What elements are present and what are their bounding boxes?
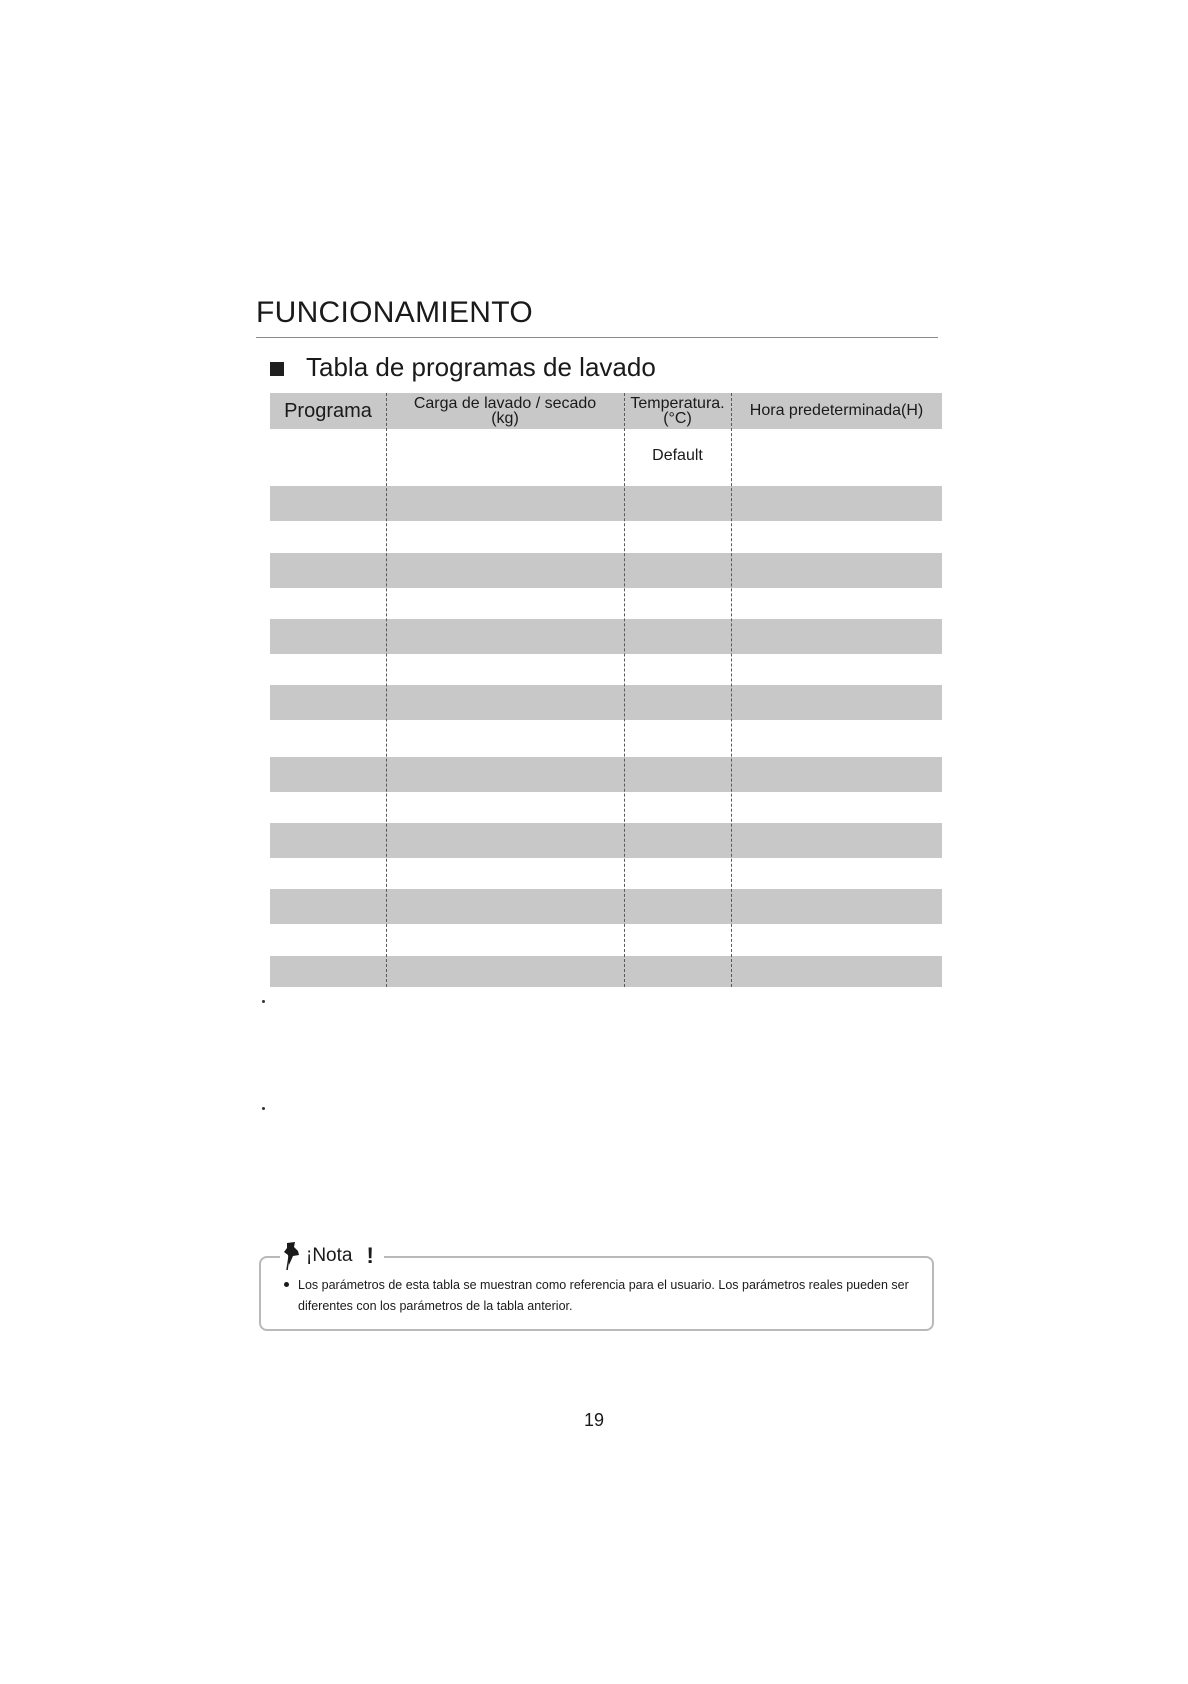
table-row	[270, 521, 942, 553]
stray-dot	[262, 1000, 265, 1003]
table-row	[270, 619, 942, 654]
header-default-time: Hora predeterminada(H)	[749, 402, 924, 419]
section-divider	[256, 337, 938, 338]
table-row	[270, 720, 942, 757]
column-divider	[386, 393, 387, 987]
table-row	[270, 685, 942, 720]
column-divider	[624, 393, 625, 987]
note-text: Los parámetros de esta tabla se muestran como referencia para el usuario. Los parámetros reales pueden ser diferentes con los parámetros de la tabla anterior.	[298, 1278, 909, 1313]
table-row	[270, 757, 942, 792]
table-row	[270, 889, 942, 924]
square-bullet-icon	[270, 362, 284, 376]
table-row	[270, 858, 942, 889]
header-load-line2: (kg)	[491, 410, 519, 427]
note-title: ¡Nota	[306, 1245, 353, 1266]
table-row	[270, 429, 942, 486]
header-temp-line1: Temperatura.	[630, 395, 725, 412]
table-row	[270, 588, 942, 619]
header-temp-line2: (°C)	[663, 410, 692, 427]
table-row	[270, 924, 942, 956]
table-row	[270, 823, 942, 858]
default-label: Default	[652, 447, 703, 464]
subheading	[270, 352, 656, 383]
table-row	[270, 486, 942, 521]
note-bullet-icon	[284, 1282, 289, 1287]
stray-dot	[262, 1107, 265, 1110]
header-load-line1: Carga de lavado / secado	[413, 395, 597, 412]
note-label	[280, 1240, 384, 1272]
header-load	[386, 393, 624, 429]
table-header	[270, 393, 942, 429]
table-row	[270, 654, 942, 685]
section-title: FUNCIONAMIENTO	[256, 296, 533, 329]
column-divider	[731, 393, 732, 987]
subheading-text: Tabla de programas de lavado	[306, 352, 656, 382]
pushpin-icon	[282, 1241, 304, 1271]
table-row	[270, 792, 942, 823]
program-table	[270, 393, 942, 987]
table-row	[270, 553, 942, 588]
header-temperature	[624, 393, 731, 429]
table-row	[270, 956, 942, 987]
header-program: Programa	[284, 399, 372, 422]
exclamation-icon: !	[366, 1243, 374, 1268]
page-number: 19	[583, 1410, 605, 1430]
